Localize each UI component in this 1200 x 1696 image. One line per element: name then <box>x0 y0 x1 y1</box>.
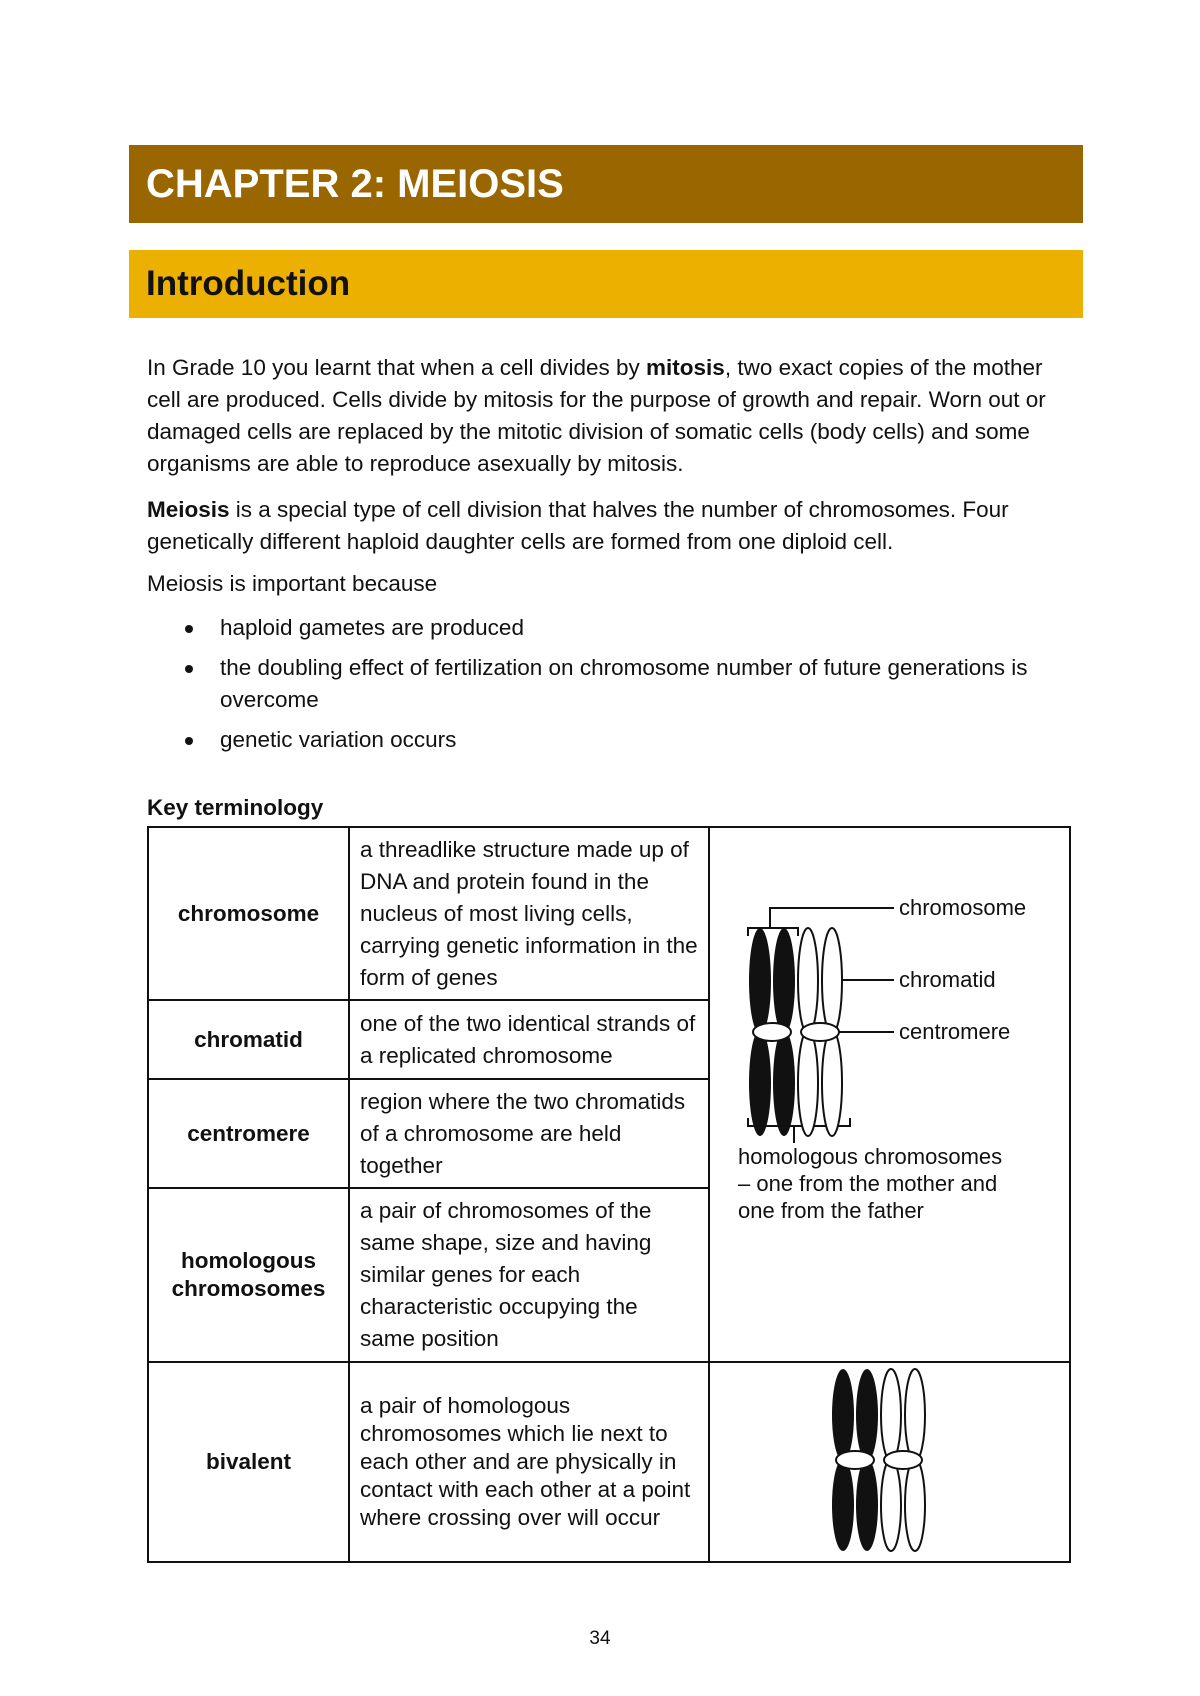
definition-cell: a threadlike structure made up of DNA and protein found in the nucleus of most living cells, carrying genetic information in the form of genes <box>349 827 709 1000</box>
bivalent-maternal-icon <box>832 1369 878 1551</box>
term-cell: centromere <box>148 1079 349 1188</box>
chromosome-pointer <box>770 908 894 928</box>
key-terminology-heading: Key terminology <box>147 795 324 820</box>
paragraph-meiosis <box>147 494 1067 558</box>
paragraph-mitosis-rest: , two exact copies of the mother cell are produced. Cells divide by mitosis for the purpose of growth and repair. Worn out or damaged cells are replaced by the mitotic division of somatic cells (body cells) and some organisms are able to reproduce asexually by mitosis. <box>147 355 1046 476</box>
chromosome-figure-cell <box>709 827 1070 1362</box>
section-title: Introduction <box>129 250 1083 318</box>
bivalent-diagram <box>710 1363 1069 1559</box>
term-mitosis: mitosis <box>646 355 725 380</box>
homologous-caption-line: homologous chromosomes <box>738 1144 1003 1169</box>
term-cell: chromatid <box>148 1000 349 1079</box>
list-item-text: haploid gametes are produced <box>220 615 524 640</box>
term-meiosis: Meiosis <box>147 497 230 522</box>
definition-cell: a pair of chromosomes of the same shape, size and having similar genes for each characteristic occupying the same position <box>349 1188 709 1362</box>
term-cell: bivalent <box>148 1362 349 1562</box>
chromosome-diagram <box>710 828 1069 1358</box>
homologous-caption-line: one from the father <box>738 1198 924 1223</box>
centromere-label: centromere <box>899 1019 1011 1044</box>
key-terminology-table <box>147 826 1071 1563</box>
paragraph-mitosis <box>147 352 1067 480</box>
bivalent-figure-cell <box>709 1362 1070 1562</box>
chromatid-label: chromatid <box>899 967 996 992</box>
list-item <box>147 612 1047 644</box>
bullet-icon <box>185 665 193 673</box>
definition-cell: a pair of homologous chromosomes which lie next to each other and are physically in contact with each other at a point where crossing over will occur <box>349 1362 709 1562</box>
table-row <box>148 827 1070 1000</box>
paragraph-importance: Meiosis is important because <box>147 571 438 596</box>
chromosome-label: chromosome <box>899 895 1027 920</box>
term-cell: chromosome <box>148 827 349 1000</box>
list-item-text: the doubling effect of fertilization on chromosome number of future generations is overcome <box>220 655 1028 712</box>
bullet-icon <box>185 625 193 633</box>
bivalent-paternal-icon <box>881 1369 925 1551</box>
term-cell: homologous chromosomes <box>148 1188 349 1362</box>
homologous-caption-line: – one from the mother and <box>738 1171 998 1196</box>
maternal-chromosome-icon <box>749 928 795 1136</box>
bullet-icon <box>185 737 193 745</box>
importance-list <box>147 612 1047 764</box>
definition-cell: one of the two identical strands of a replicated chromosome <box>349 1000 709 1079</box>
paragraph-meiosis-rest: is a special type of cell division that halves the number of chromosomes. Four genetically different haploid daughter cells are formed from one diploid cell. <box>147 497 1009 554</box>
definition-cell: region where the two chromatids of a chromosome are held together <box>349 1079 709 1188</box>
list-item <box>147 652 1047 716</box>
list-item <box>147 724 1047 756</box>
chapter-title: CHAPTER 2: MEIOSIS <box>129 145 1083 223</box>
list-item-text: genetic variation occurs <box>220 727 457 752</box>
page-number: 34 <box>589 1628 611 1649</box>
paternal-chromosome-icon <box>798 928 842 1136</box>
paragraph-mitosis-start: In Grade 10 you learnt that when a cell divides by <box>147 355 647 380</box>
table-row <box>148 1362 1070 1562</box>
